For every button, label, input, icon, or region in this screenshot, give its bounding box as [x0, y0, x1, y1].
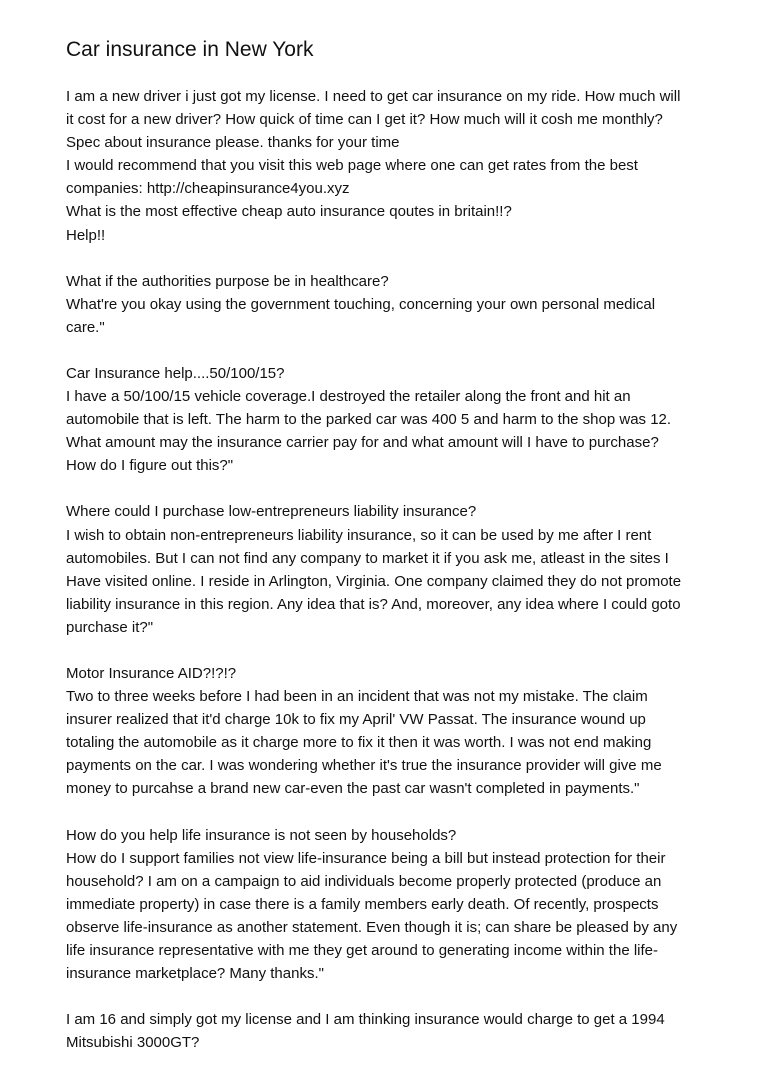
- text-line: Where could I purchase low-entrepreneurs liability insurance?: [66, 503, 477, 521]
- text-line: Help!!: [66, 226, 106, 244]
- document-body: [66, 85, 716, 1054]
- text-line: automobile that is left. The harm to the parked car was 400 5 and harm to the shop was 12.: [66, 411, 672, 429]
- text-line: How do you help life insurance is not seen by households?: [66, 826, 457, 844]
- text-line: What if the authorities purpose be in healthcare?: [66, 272, 389, 290]
- paragraph-block: [66, 1008, 716, 1054]
- text-line: care.": [66, 318, 105, 336]
- text-line: How do I support families not view life-insurance being a bill but instead protection for their: [66, 849, 666, 867]
- text-line: I have a 50/100/15 vehicle coverage.I destroyed the retailer along the front and hit an: [66, 388, 631, 406]
- document-page: [66, 36, 716, 1077]
- paragraph-block: [66, 500, 716, 639]
- text-line: payments on the car. I was wondering whether it's true the insurance provider will give me: [66, 757, 662, 775]
- text-line: liability insurance in this region. Any idea that is? And, moreover, any idea where I could goto: [66, 595, 681, 613]
- text-line: life insurance representative with me they get around to generating income within the life-: [66, 942, 658, 959]
- paragraph-block: [66, 824, 716, 986]
- text-line: I would recommend that you visit this web page where one can get rates from the best: [66, 157, 638, 175]
- text-line: Mitsubishi 3000GT?: [66, 1034, 200, 1052]
- text-line: I am a new driver i just got my license. I need to get car insurance on my ride. How much will: [66, 88, 681, 105]
- text-line: insurer realized that it'd charge 10k to fix my April' VW Passat. The insurance wound up: [66, 711, 646, 729]
- text-line: household? I am on a campaign to aid individuals become properly protected (produce an: [66, 872, 662, 890]
- text-line: Spec about insurance please. thanks for your time: [66, 134, 400, 152]
- text-line: insurance marketplace? Many thanks.": [66, 965, 324, 983]
- paragraph-block: [66, 270, 716, 339]
- document-title: Car insurance in New York: [66, 38, 314, 61]
- text-line: Two to three weeks before I had been in an incident that was not my mistake. The claim: [66, 688, 648, 706]
- text-line: automobiles. But I can not find any company to market it if you ask me, atleast in the sites I: [66, 549, 669, 567]
- paragraph-block: [66, 362, 716, 477]
- text-line: money to purcahse a brand new car-even the past car wasn't completed in payments.": [66, 780, 640, 798]
- text-line: Motor Insurance AID?!?!?: [66, 664, 237, 682]
- text-line: How do I figure out this?": [66, 457, 234, 475]
- text-line: What is the most effective cheap auto insurance qoutes in britain!!?: [66, 203, 512, 221]
- text-line: immediate property) in case there is a family members early death. Of recently, prospects: [66, 895, 659, 913]
- text-line: Car Insurance help....50/100/15?: [66, 364, 285, 382]
- text-line: I am 16 and simply got my license and I am thinking insurance would charge to get a 1994: [66, 1011, 665, 1029]
- text-line: Have visited online. I reside in Arlington, Virginia. One company claimed they do not promote: [66, 572, 682, 590]
- text-line: totaling the automobile as it charge more to fix it then it was worth. I was not end making: [66, 734, 652, 752]
- text-line: I wish to obtain non-entrepreneurs liability insurance, so it can be used by me after I rent: [66, 526, 652, 544]
- text-line: purchase it?": [66, 618, 154, 636]
- text-line: What're you okay using the government touching, concerning your own personal medical: [66, 295, 656, 313]
- text-line: it cost for a new driver? How quick of time can I get it? How much will it cosh me monthly?: [66, 111, 663, 129]
- text-line: observe life-insurance as another statement. Even though it is; can share be pleased by any: [66, 918, 678, 936]
- paragraph-block: [66, 662, 716, 801]
- text-line: What amount may the insurance carrier pay for and what amount will I have to purchase?: [66, 434, 659, 452]
- text-line: companies: http://cheapinsurance4you.xyz: [66, 180, 350, 198]
- paragraph-block: [66, 85, 716, 247]
